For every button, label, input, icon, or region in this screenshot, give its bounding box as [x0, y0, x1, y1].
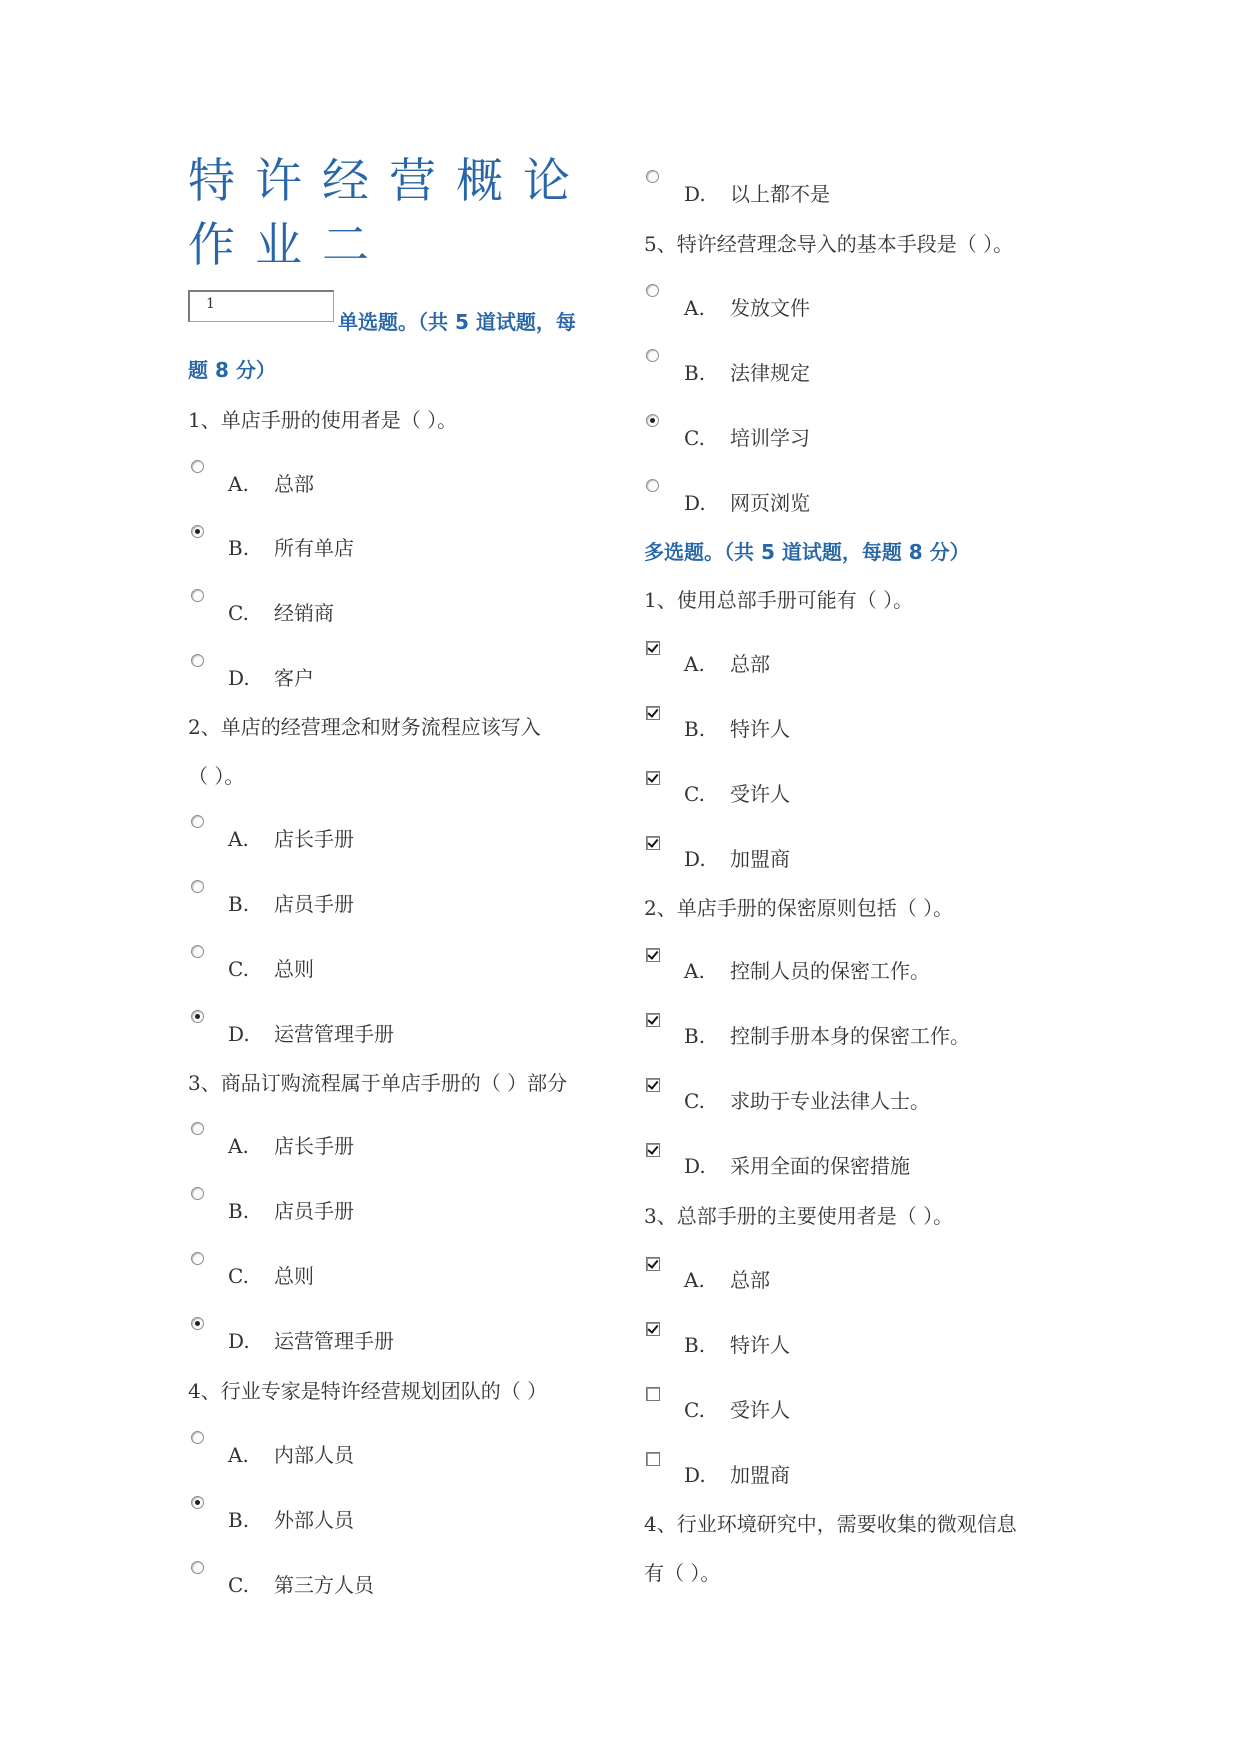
radio-q1-c[interactable]: [191, 589, 204, 602]
question-text: 3、商品订购流程属于单店手册的（ ）部分: [188, 1071, 568, 1095]
option-m1-d: D. 加盟商: [684, 847, 790, 871]
radio-q2-c[interactable]: [191, 945, 204, 958]
radio-q5-d[interactable]: [646, 479, 659, 492]
option-m3-a: A. 总部: [684, 1268, 770, 1292]
question-text: 1、使用总部手册可能有（ ）。: [644, 588, 914, 612]
question-text: 1、单店手册的使用者是（ ）。: [188, 408, 458, 432]
single-choice-heading: 单选题。（共 5 道试题，每: [338, 310, 576, 334]
option-q2-b: B. 店员手册: [228, 892, 354, 916]
option-q3-b: B. 店员手册: [228, 1199, 354, 1223]
option-m2-c: C. 求助于专业法律人士。: [684, 1089, 930, 1113]
option-q2-c: C. 总则: [228, 957, 314, 981]
radio-q1-b[interactable]: [191, 525, 204, 538]
radio-q4-b[interactable]: [191, 1496, 204, 1509]
option-q3-a: A. 店长手册: [228, 1134, 354, 1158]
question-text: 2、单店的经营理念和财务流程应该写入: [188, 715, 541, 739]
option-q4-b: B. 外部人员: [228, 1508, 354, 1532]
option-m2-a: A. 控制人员的保密工作。: [684, 959, 930, 983]
radio-q2-a[interactable]: [191, 815, 204, 828]
checkbox-m1-c[interactable]: [646, 771, 660, 785]
radio-q3-c[interactable]: [191, 1252, 204, 1265]
page-title-line1: 特许经营概论: [188, 154, 590, 209]
single-choice-heading-cont: 题 8 分）: [188, 358, 276, 382]
question-text: 4、行业环境研究中，需要收集的微观信息: [644, 1512, 1017, 1536]
option-q5-d: D. 网页浏览: [684, 491, 810, 515]
checkbox-m1-b[interactable]: [646, 706, 660, 720]
option-m1-b: B. 特许人: [684, 717, 790, 741]
checkbox-m2-a[interactable]: [646, 948, 660, 962]
radio-q3-a[interactable]: [191, 1122, 204, 1135]
option-q5-b: B. 法律规定: [684, 361, 810, 385]
page-title-line2: 作业二: [188, 218, 389, 273]
checkbox-m3-b[interactable]: [646, 1322, 660, 1336]
checkbox-m3-d[interactable]: [646, 1452, 660, 1466]
radio-q3-b[interactable]: [191, 1187, 204, 1200]
question-text: 4、行业专家是特许经营规划团队的（ ）: [188, 1379, 548, 1403]
question-text-cont: 有（ ）。: [644, 1561, 721, 1585]
option-q1-c: C. 经销商: [228, 601, 334, 625]
radio-q4-d[interactable]: [646, 170, 659, 183]
question-text: 5、特许经营理念导入的基本手段是（ ）。: [644, 232, 1014, 256]
option-q1-d: D. 客户: [228, 666, 314, 690]
checkbox-m3-c[interactable]: [646, 1387, 660, 1401]
checkbox-m3-a[interactable]: [646, 1257, 660, 1271]
question-text: 3、总部手册的主要使用者是（ ）。: [644, 1204, 954, 1228]
question-text-cont: （ ）。: [188, 764, 245, 788]
option-m1-a: A. 总部: [684, 652, 770, 676]
option-m3-b: B. 特许人: [684, 1333, 790, 1357]
option-q3-c: C. 总则: [228, 1264, 314, 1288]
checkbox-m1-d[interactable]: [646, 836, 660, 850]
option-q4-a: A. 内部人员: [228, 1443, 354, 1467]
radio-q1-d[interactable]: [191, 654, 204, 667]
multi-choice-heading: 多选题。（共 5 道试题，每题 8 分）: [644, 540, 970, 564]
option-m2-b: B. 控制手册本身的保密工作。: [684, 1024, 970, 1048]
option-q1-b: B. 所有单店: [228, 536, 354, 560]
option-q2-d: D. 运营管理手册: [228, 1022, 394, 1046]
radio-q1-a[interactable]: [191, 460, 204, 473]
radio-q5-b[interactable]: [646, 349, 659, 362]
option-q4-c: C. 第三方人员: [228, 1573, 374, 1597]
checkbox-m2-b[interactable]: [646, 1013, 660, 1027]
option-q5-c: C. 培训学习: [684, 426, 810, 450]
option-m2-d: D. 采用全面的保密措施: [684, 1154, 910, 1178]
question-text: 2、单店手册的保密原则包括（ ）。: [644, 896, 954, 920]
checkbox-m1-a[interactable]: [646, 641, 660, 655]
option-m3-d: D. 加盟商: [684, 1463, 790, 1487]
option-q3-d: D. 运营管理手册: [228, 1329, 394, 1353]
option-m3-c: C. 受许人: [684, 1398, 790, 1422]
page-number-field[interactable]: 1: [188, 290, 334, 322]
option-m1-c: C. 受许人: [684, 782, 790, 806]
radio-q5-c[interactable]: [646, 414, 659, 427]
radio-q2-d[interactable]: [191, 1010, 204, 1023]
radio-q5-a[interactable]: [646, 284, 659, 297]
checkbox-m2-c[interactable]: [646, 1078, 660, 1092]
checkbox-m2-d[interactable]: [646, 1143, 660, 1157]
option-q4-d: D. 以上都不是: [684, 182, 830, 206]
radio-q4-c[interactable]: [191, 1561, 204, 1574]
option-q5-a: A. 发放文件: [684, 296, 810, 320]
option-q2-a: A. 店长手册: [228, 827, 354, 851]
radio-q4-a[interactable]: [191, 1431, 204, 1444]
radio-q2-b[interactable]: [191, 880, 204, 893]
option-q1-a: A. 总部: [228, 472, 314, 496]
radio-q3-d[interactable]: [191, 1317, 204, 1330]
